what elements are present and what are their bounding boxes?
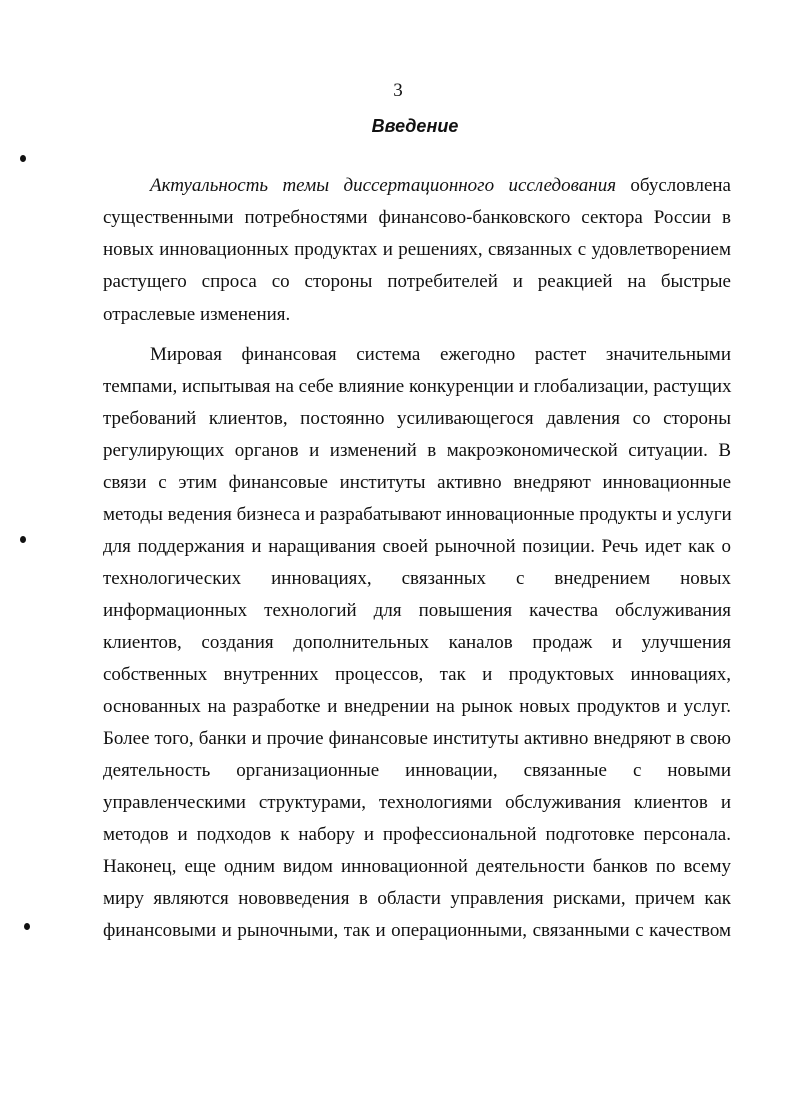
paragraph-2-line: деятельность организационные инновации, связанные с новыми — [103, 760, 731, 781]
paragraph-2-line: Мировая финансовая система ежегодно растет значительными — [150, 344, 731, 365]
paragraph-2-line: Наконец, еще одним видом инновационной деятельности банков по всему — [103, 856, 731, 877]
paragraph-1-line-1-rest: обусловлена — [616, 175, 731, 196]
paragraph-2-line: управленческими структурами, технологиями обслуживания клиентов и — [103, 792, 731, 813]
margin-dot — [24, 923, 30, 930]
paragraph-1-line-4: растущего спроса со стороны потребителей и реакцией на быстрые — [103, 271, 731, 292]
paragraph-2-line: клиентов, создания дополнительных каналов продаж и улучшения — [103, 632, 731, 653]
paragraph-2-line: методы ведения бизнеса и разрабатывают инновационные продукты и услуги — [103, 504, 732, 525]
paragraph-2-line: для поддержания и наращивания своей рыночной позиции. Речь идет как о — [103, 536, 731, 557]
paragraph-1-line-5: отраслевые изменения. — [103, 304, 291, 325]
paragraph-1-line-3: новых инновационных продуктах и решениях, связанных с удовлетворением — [103, 239, 731, 260]
topic-relevance-italic: Актуальность темы диссертационного исследования — [150, 175, 617, 196]
paragraph-1-line-2: существенными потребностями финансово-банковского сектора России в — [103, 207, 731, 228]
paragraph-2-line: методов и подходов к набору и профессиональной подготовке персонала. — [103, 824, 731, 845]
paragraph-2-line: технологических инновациях, связанных с внедрением новых — [103, 568, 731, 589]
paragraph-2-line: регулирующих органов и изменений в макроэкономической ситуации. В — [103, 440, 731, 461]
page-number: 3 — [393, 80, 403, 101]
paragraph-2-line: темпами, испытывая на себе влияние конкуренции и глобализации, растущих — [103, 376, 732, 397]
margin-dot — [20, 536, 26, 543]
page-title: Введение — [371, 116, 459, 136]
paragraph-2-line: собственных внутренних процессов, так и продуктовых инновациях, — [103, 664, 731, 685]
paragraph-2-line: основанных на разработке и внедрении на рынок новых продуктов и услуг. — [103, 696, 731, 717]
paragraph-2-line: миру являются нововведения в области управления рисками, причем как — [103, 888, 731, 909]
paragraph-2-line: информационных технологий для повышения качества обслуживания — [103, 600, 731, 621]
paragraph-2-line: связи с этим финансовые институты активно внедряют инновационные — [103, 472, 731, 493]
paragraph-1-line-1 — [150, 174, 731, 198]
paragraph-2-line: финансовыми и рыночными, так и операционными, связанными с качеством — [103, 920, 731, 941]
margin-dot — [20, 155, 26, 162]
paragraph-2-line: Более того, банки и прочие финансовые институты активно внедряют в свою — [103, 728, 731, 749]
paragraph-2-line: требований клиентов, постоянно усиливающегося давления со стороны — [103, 408, 731, 429]
